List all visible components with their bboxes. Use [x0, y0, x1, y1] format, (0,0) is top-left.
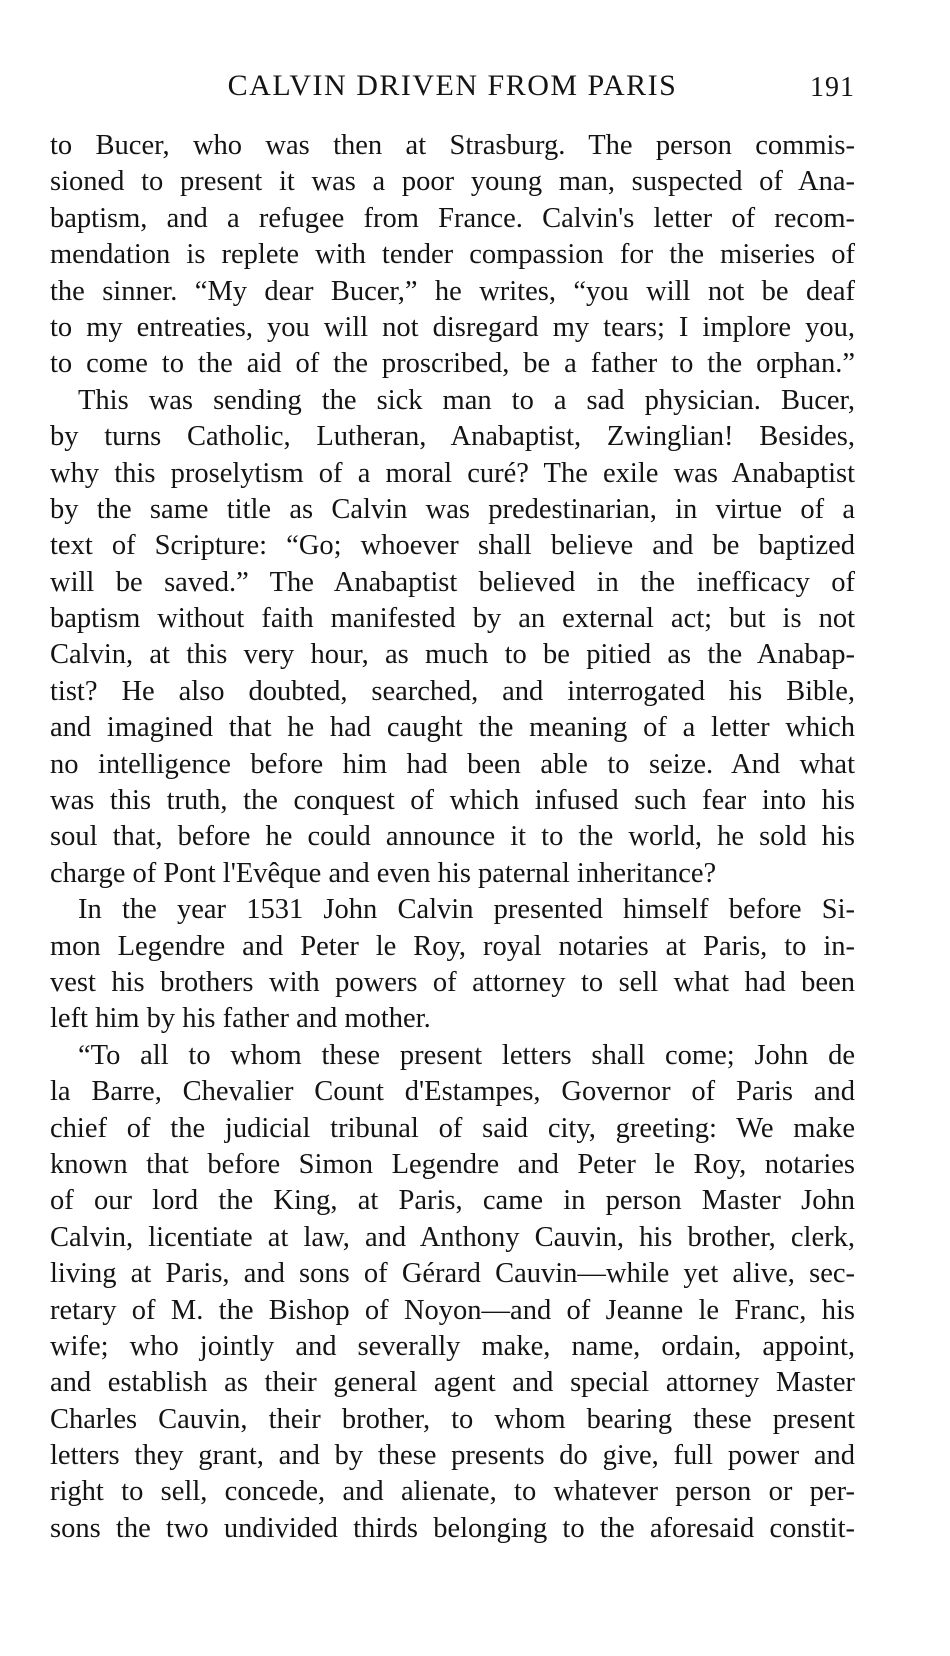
text-line: the sinner. “My dear Bucer,” he writes, “you will not be deaf — [50, 275, 855, 307]
text-line: no intelligence before him had been able to seize. And what — [50, 748, 855, 780]
paragraph-2 — [50, 383, 855, 892]
text-line: right to sell, concede, and alienate, to whatever person or per- — [50, 1476, 855, 1508]
text-line: vest his brothers with powers of attorney to sell what had been — [50, 966, 855, 998]
text-line: by the same title as Calvin was predestinarian, in virtue of a — [50, 493, 855, 525]
text-line: mendation is replete with tender compassion for the miseries of — [50, 239, 855, 271]
text-line: Charles Cauvin, their brother, to whom bearing these present — [50, 1403, 855, 1435]
text-line: retary of M. the Bishop of Noyon—and of Jeanne le Franc, his — [50, 1294, 855, 1326]
text-line: and establish as their general agent and special attorney Master — [50, 1367, 855, 1399]
text-line: “To all to whom these present letters shall come; John de — [78, 1039, 855, 1071]
text-line: baptism, and a refugee from France. Calvin's letter of recom- — [50, 202, 855, 234]
text-line: This was sending the sick man to a sad physician. Bucer, — [78, 384, 855, 416]
text-line: chief of the judicial tribunal of said city, greeting: We make — [50, 1112, 855, 1144]
text-line: wife; who jointly and severally make, name, ordain, appoint, — [50, 1330, 855, 1362]
running-title: CALVIN DRIVEN FROM PARIS — [227, 69, 678, 102]
text-line: to my entreaties, you will not disregard my tears; I implore you, — [50, 311, 855, 343]
text-line: tist? He also doubted, searched, and interrogated his Bible, — [50, 675, 855, 707]
text-line: and imagined that he had caught the meaning of a letter which — [50, 712, 855, 744]
text-line: mon Legendre and Peter le Roy, royal notaries at Paris, to in- — [50, 930, 855, 962]
text-line: by turns Catholic, Lutheran, Anabaptist, Zwinglian! Besides, — [50, 421, 855, 453]
text-line: baptism without faith manifested by an external act; but is not — [50, 603, 855, 635]
text-line: charge of Pont l'Evêque and even his paternal inheritance? — [50, 857, 717, 889]
page-number: 191 — [810, 72, 855, 103]
text-line: why this proselytism of a moral curé? The exile was Anabaptist — [50, 457, 855, 489]
paragraph-4 — [50, 1038, 855, 1547]
paragraph-1 — [50, 128, 855, 383]
text-line: known that before Simon Legendre and Peter le Roy, notaries — [50, 1148, 855, 1180]
body-text — [50, 128, 855, 1547]
text-line: to Bucer, who was then at Strasburg. The person commis- — [50, 130, 855, 161]
text-line: In the year 1531 John Calvin presented himself before Si- — [78, 894, 855, 926]
text-line: letters they grant, and by these presents do give, full power and — [50, 1440, 855, 1472]
text-line: to come to the aid of the proscribed, be a father to the orphan.” — [50, 348, 855, 380]
text-line: of our lord the King, at Paris, came in person Master John — [50, 1185, 855, 1217]
text-line: sons the two undivided thirds belonging to the aforesaid constit- — [50, 1512, 855, 1544]
text-line: soul that, before he could announce it to the world, he sold his — [50, 821, 855, 853]
text-line: Calvin, at this very hour, as much to be pitied as the Anabap- — [50, 639, 855, 671]
text-line: sioned to present it was a poor young man, suspected of Ana- — [50, 166, 855, 198]
text-line: will be saved.” The Anabaptist believed in the inefficacy of — [50, 566, 855, 598]
text-line: living at Paris, and sons of Gérard Cauvin—while yet alive, sec- — [50, 1258, 855, 1290]
text-line: text of Scripture: “Go; whoever shall believe and be baptized — [50, 530, 855, 562]
text-line: was this truth, the conquest of which infused such fear into his — [50, 785, 855, 817]
running-head — [50, 66, 855, 106]
text-line: left him by his father and mother. — [50, 1003, 431, 1035]
paragraph-3 — [50, 892, 855, 1038]
text-line: Calvin, licentiate at law, and Anthony Cauvin, his brother, clerk, — [50, 1221, 855, 1253]
text-line: la Barre, Chevalier Count d'Estampes, Governor of Paris and — [50, 1076, 855, 1108]
